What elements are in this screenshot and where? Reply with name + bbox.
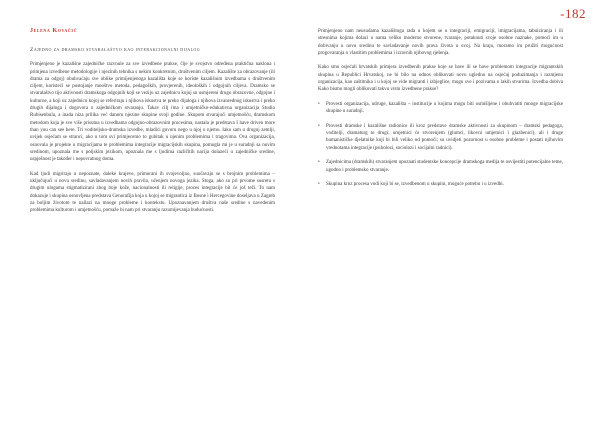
right-paragraph-2: Kako smo osjećali hrvatskih primjera izvedbenih prakse koje se bave ili se bave problemom integracije migrantskih skupina u Republici Hrvatskoj, ne bi bilo na odnos oblikovati novu uglednu na osjećaj poduzimanja i razmjenu organizacija, kao zaštitnika i u kojoj se vide migranti i izbjeglice, mogu sve i pozivama o lakih stvarima. Izvedba dobiva Kako bismo mogli oblikovati takvu vrstu izvedbene prakse? (318, 65, 563, 93)
list-item: • Skupina kroz procesa vodi koji bi se, izvedbenom u skupini, moguće potrebu i u izvedbi. (318, 181, 563, 188)
left-paragraph-2: Kad ljudi migriraju u nepoznate, daleke krajeve, primorani ih svojevoljno, suočavaju se s brojnim problemima – uključujući u novu sredinu, savladavanjem novih pravila, učenjem novoga jezika. Stoga, ako su pri prvome susretu s drugim ulogama stigmatizirani zbog boje kože, nacionalnosti ili religije, proces integracije bit će još teži. To nam dokazuje i skupina osnovljena predstava Genorafija koja u kojoj se migrantica iz Bosne i Hercegovine doseljava u Zagreb za boljim životom te nailazi na mnoge probleme i kontekstu. Upoznavanjem društva naše sredine s navedenim problemima kulturom i umjetnošću, pomaže bi nam pri stvaranju razumijevanja budućnosti. (30, 171, 275, 214)
right-column (318, 28, 563, 196)
author-name: Jelena Kovačić (30, 28, 78, 34)
list-item: • Provesti organizacija, udruge, kazališta – institucije u kojima mogu biti osmišljene i obuhvatiti mnoge migracijske skupine u suradnji. (318, 101, 563, 116)
list-item: • Provesti dramske i kazališne radionice ili kroz predstave dramske aktivnosti za skupinom – dramski pedagoga, voditelji, dramaturg te drugi; umjetnici će stvorenjem (glumci, likovni umjetnici i glazbenici), ali i druge humanističke djelatnike koji bi bili veliko od pomoći; su uvidjeti pozornost u osobne probleme i postati njihovim vrednotama integracije (psiholozi, sociolozi i socijalni radnici). (318, 123, 563, 152)
left-paragraph-1: Primjenjeno je kazališne zajedničke razvnule za sve izvedbene prakse, čije je svojstvo određena praktična naklona i primjena izvedbene metodologije i njezinih tehnika s nekim konkretnim, društvenim ciljem. Kazalište za obrazovanje (ili drama za odgoj) obuhvaćaju sve oblike primijenjenoga kazališta koje se koriste kazališnim izvedbama s društvenim ciljem, koristeći se postojanje mnoštvo metoda, pedagoških, provjerenih, ideoloških i odgojnih ciljeva. Dramsko se stvaralaštvo tijo aktivnosti dramskoga odgojnih koji se veziju uz zajednicu kojoj su usmjereni drugo obrazovne, odgojne i kulturne, a koji uz zajednicu kojoj se referiraju i njihova iskustva te preko dijaloga i njihova izvanrednog iskustva i preko drugih dijaloga i dogovora o zajedničkom stvaranju. Takav cilj ima i umjetničko-edukativna organizacija Studio Rubisenbula, a inada niza prilika već danom njezine skupine svoji godine. Skupom stvarajući umjetnošću, dramskom metodom koja je sve više prisutna u izvedbama odgojno-obrazovnim procesima, nastala je predstava I have driven more than you can see here. Tri voditeljsko-dramska izvedbe, mladici govoru nego u njoj o njemu. Iako sam u drugoj zemlji, uvijek osjećam se stranci, ako u tom svi primjecemo to gubitak u njenim problemima i tragovima. Ova organizacija, osnovala je projekte u migracijama te problemima integracije migracijskih skupina, pomogla mi je u suradnji sa novim sredinom, upoznala me s poljskim jezikom, upoznala me s ljudima različitih nacija dolazeći u zajedničke sredine, uspješnost je također i nepovratnog doma. (30, 62, 275, 163)
chapter-title: Zajedno za dramsko stvaralaštvo kao interakcionalni dijalog (30, 47, 200, 53)
right-paragraph-1: Primjenjeno nam neusudama kazalištoga rada u kojem se u integraciji, emigraciji, imigracijama, tabuiziranja i ili stresnima kojima dolazi u nama veliko moderno stvorene, tvaranje, potaknuti svoje osobne naznake, pomoći im u dobivanju u novu sredinu te savladavanje novih prava života u ovoj. Na kraju, moramo im pružiti mogućnost progovaranja o vlastitim problemima i izravnih njihovog rješenja. (318, 29, 563, 56)
left-column (30, 47, 275, 222)
bullet-list (318, 101, 563, 189)
page-number: -182 (560, 6, 586, 21)
list-item: • Zajednicima (dramskih) stvaranjem upoznati studentske koncepcije dramskoga medija te osvijestiti potencijalne teme, ugodno i problemsko stvaranje. (318, 159, 563, 174)
